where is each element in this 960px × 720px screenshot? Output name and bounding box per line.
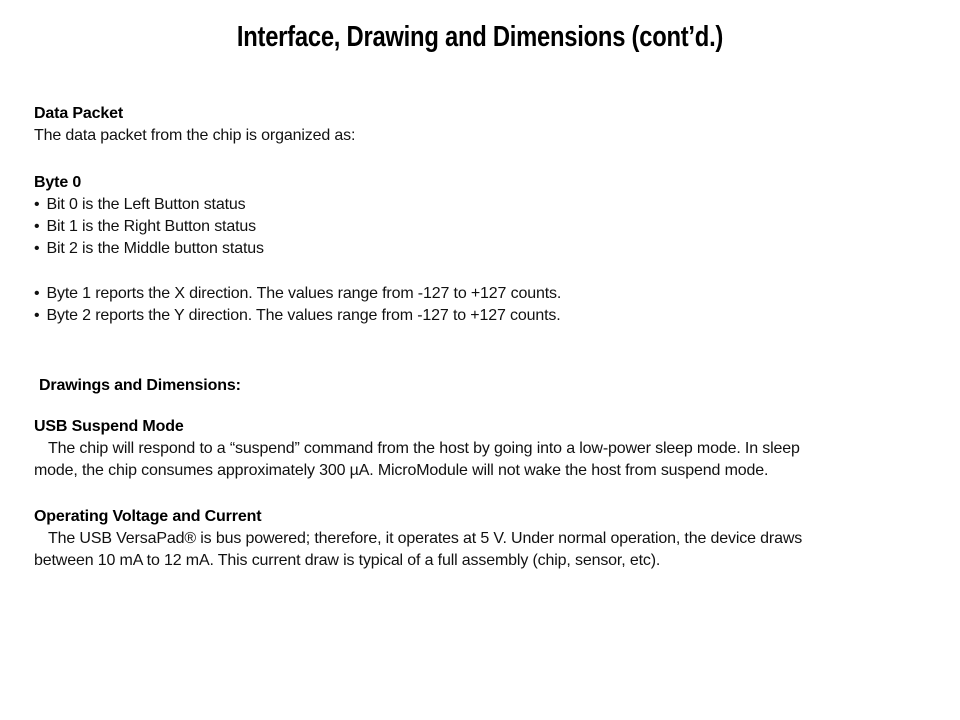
usb-suspend-heading: USB Suspend Mode — [34, 418, 184, 435]
bullet-glyph: • — [34, 307, 40, 324]
bullet-text: Bit 2 is the Middle button status — [46, 240, 264, 257]
operating-line: The USB VersaPad® is bus powered; therefore, it operates at 5 V. Under normal operation, the device draws — [48, 530, 803, 547]
bullet-glyph: • — [34, 285, 40, 302]
list-item — [34, 238, 264, 260]
slide-title: Interface, Drawing and Dimensions (cont’d.) — [236, 21, 724, 53]
bullet-glyph: • — [34, 218, 40, 235]
data-packet-intro: The data packet from the chip is organized as: — [34, 127, 356, 144]
bullet-text: Byte 1 reports the X direction. The values range from -127 to +127 counts. — [46, 285, 562, 302]
usb-suspend-line: mode, the chip consumes approximately 300 µA. MicroModule will not wake the host from suspend mode. — [34, 462, 769, 479]
bullet-text: Bit 0 is the Left Button status — [46, 196, 246, 213]
section-byte0 — [34, 172, 264, 260]
bullet-text: Bit 1 is the Right Button status — [46, 218, 256, 235]
list-item — [34, 216, 264, 238]
drawings-heading: Drawings and Dimensions: — [39, 377, 241, 394]
usb-suspend-line: The chip will respond to a “suspend” command from the host by going into a low-power sleep mode. In sleep — [48, 440, 800, 457]
data-packet-heading: Data Packet — [34, 105, 124, 122]
list-item — [34, 194, 264, 216]
section-drawings — [39, 375, 241, 397]
operating-heading: Operating Voltage and Current — [34, 508, 262, 525]
bullet-glyph: • — [34, 240, 40, 257]
section-operating — [34, 506, 802, 572]
list-item — [34, 305, 561, 327]
byte0-heading: Byte 0 — [34, 174, 82, 191]
operating-line: between 10 mA to 12 mA. This current draw is typical of a full assembly (chip, sensor, etc). — [34, 552, 661, 569]
list-item — [34, 283, 561, 305]
section-byte-reports — [34, 283, 561, 327]
section-usb-suspend — [34, 416, 800, 482]
bullet-text: Byte 2 reports the Y direction. The values range from -127 to +127 counts. — [46, 307, 561, 324]
section-data-packet — [34, 103, 355, 147]
bullet-glyph: • — [34, 196, 40, 213]
